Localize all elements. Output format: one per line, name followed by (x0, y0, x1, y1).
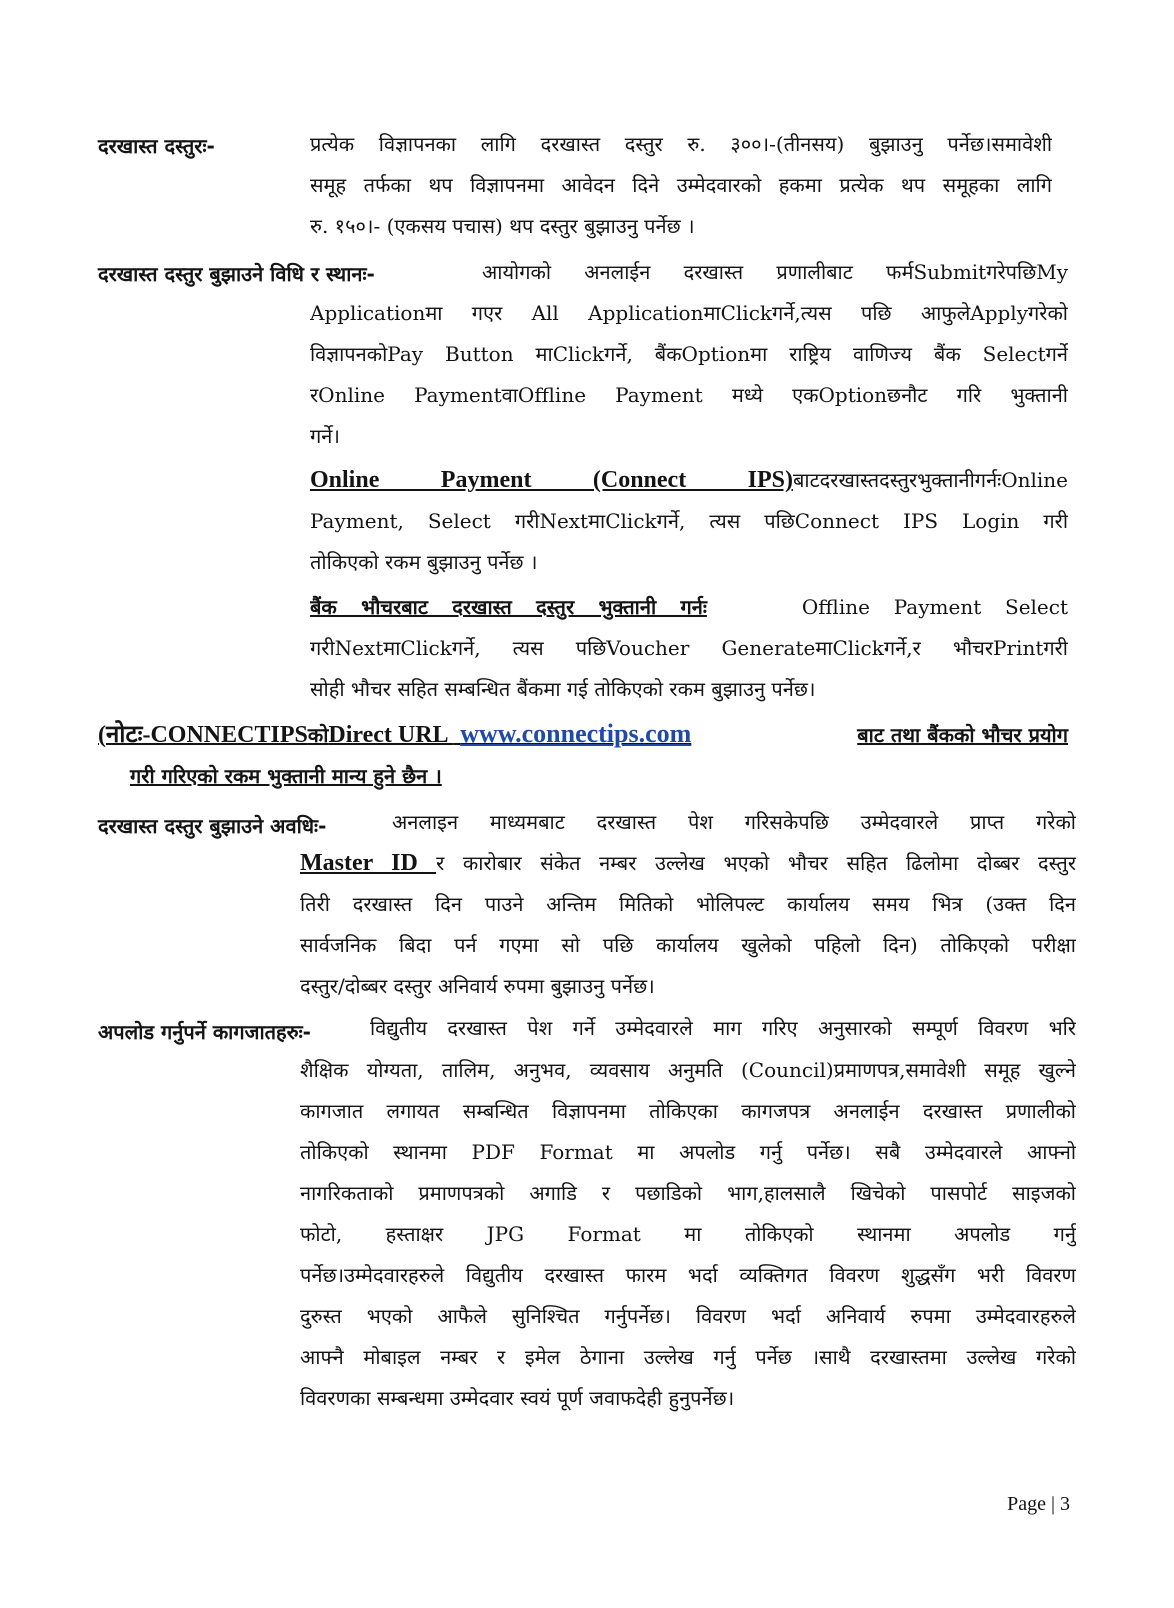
text-line: विवरणका सम्बन्धमा उम्मेदवार स्वयं पूर्ण जवाफदेही हुनुपर्नेछ। (300, 1386, 735, 1410)
master-id: Master ID (300, 850, 437, 876)
note-part2: को (307, 723, 329, 747)
text-line: आफ्नै मोबाइल नम्बर र इमेल ठेगाना उल्लेख गर्नु पर्नेछ ।साथै दरखास्तमा उल्लेख गरेको (300, 1345, 1076, 1369)
text-line: रOnline PaymentवाOffline Payment मध्ये एकOptionछनौट गरि भुक्तानी (310, 383, 1068, 407)
text-line: रु. १५०।- (एकसय पचास) थप दस्तुर बुझाउनु पर्नेछ । (310, 214, 695, 238)
text-line: समूह तर्फका थप विज्ञापनमा आवेदन दिने उम्मेदवारको हकमा प्रत्येक थप समूहका लागि (310, 173, 1052, 197)
master-rest: र कारोबार संकेत नम्बर उल्लेख भएको भौचर सहित ढिलोमा दोब्बर दस्तुर (436, 851, 1076, 875)
page-number: Page | 3 (1007, 1493, 1070, 1515)
fee-label: दरखास्त दस्तुरः- (98, 134, 215, 158)
note-part1: (नोटः-CONNECTIPS (98, 722, 308, 748)
text-line: शैक्षिक योग्यता, तालिम, अनुभव, व्यवसाय अनुमति (Council)प्रमाणपत्र,समावेशी समूह खुल्ने (300, 1058, 1076, 1082)
text-line: तोकिएको स्थानमा PDF Format मा अपलोड गर्नु पर्नेछ। सबै उम्मेदवारले आफ्नो (300, 1140, 1076, 1164)
online-payment-heading: Online Payment (Connect IPS) (310, 467, 793, 493)
period-first-line (392, 802, 1076, 843)
text-line: तोकिएको रकम बुझाउनु पर्नेछ । (310, 550, 538, 574)
upload-text (300, 1050, 1076, 1419)
text-line: पर्नेछ।उम्मेदवारहरुले विद्युतीय दरखास्त फारम भर्दा व्यक्तिगत विवरण शुद्धसँग भरी विवरण (300, 1263, 1076, 1287)
text-line: नागरिकताको प्रमाणपत्रको अगाडि र पछाडिको भाग,हालसालै खिचेको पासपोर्ट साइजको (300, 1181, 1076, 1205)
offline-heading-rest: Offline Payment Select (801, 595, 1068, 619)
upload-first-line (370, 1008, 1076, 1049)
text-line: प्रत्येक विज्ञापनका लागि दरखास्त दस्तुर रु. ३००।-(तीनसय) बुझाउनु पर्नेछ।समावेशी (310, 132, 1052, 156)
online-heading-line (310, 460, 1068, 501)
text-line: दुरुस्त भएको आफैले सुनिश्चित गर्नुपर्नेछ। विवरण भर्दा अनिवार्य रुपमा उम्मेदवारहरुले (300, 1304, 1076, 1328)
fee-text (310, 124, 1052, 247)
method-label: दरखास्त दस्तुर बुझाउने विधि र स्थानः- (98, 262, 375, 286)
text-line: Applicationमा गएर All ApplicationमाClickगर्ने,त्यस पछि आफुलेApplyगरेको (310, 301, 1068, 325)
offline-payment-heading: बैंक भौचरबाट दरखास्त दस्तुर भुक्तानी गर्नः (310, 595, 707, 619)
text-line: आयोगको अनलाईन दरखास्त प्रणालीबाट फर्मSubmitगरेपछिMy (482, 260, 1068, 284)
period-label: दरखास्त दस्तुर बुझाउने अवधिः- (98, 814, 327, 838)
text-line: विज्ञापनकोPay Button माClickगर्ने, बैंकOptionमा राष्ट्रिय वाणिज्य बैंक Selectगर्ने (310, 342, 1068, 366)
note-line-1 (98, 717, 1068, 750)
method-text (310, 293, 1068, 457)
offline-payment-block (310, 587, 1068, 710)
text-line: फोटो, हस्ताक्षर JPG Format मा तोकिएको स्थानमा अपलोड गर्नु (300, 1222, 1076, 1246)
text-line: दस्तुर/दोब्बर दस्तुर अनिवार्य रुपमा बुझाउनु पर्नेछ। (300, 974, 655, 998)
connectips-link[interactable]: www.connectips.com (460, 719, 692, 748)
online-payment-block (310, 460, 1068, 583)
note-part3: Direct URL (328, 722, 454, 748)
note-part4: बाट तथा बैंकको भौचर प्रयोग (857, 723, 1068, 747)
offline-heading-line (310, 587, 1068, 628)
text-line: विद्युतीय दरखास्त पेश गर्ने उम्मेदवारले माग गरिए अनुसारको सम्पूर्ण विवरण भरि (370, 1016, 1076, 1040)
text-line: गरीNextमाClickगर्ने, त्यस पछिVoucher GenerateमाClickगर्ने,र भौचरPrintगरी (310, 636, 1068, 660)
note-line-2: गरी गरिएको रकम भुक्तानी मान्य हुने छैन । (130, 764, 442, 788)
text-line: सोही भौचर सहित सम्बन्धित बैंकमा गई तोकिएको रकम बुझाउनु पर्नेछ। (310, 677, 816, 701)
text-line: अनलाइन माध्यमबाट दरखास्त पेश गरिसकेपछि उम्मेदवारले प्राप्त गरेको (392, 810, 1076, 834)
method-first-line (482, 252, 1068, 293)
text-line: कागजात लगायत सम्बन्धित विज्ञापनमा तोकिएका कागजपत्र अनलाईन दरखास्त प्रणालीको (300, 1099, 1076, 1123)
upload-label: अपलोड गर्नुपर्ने कागजातहरुः- (98, 1020, 311, 1044)
text-line: गर्ने। (310, 424, 340, 448)
text-line: सार्वजनिक बिदा पर्न गएमा सो पछि कार्यालय खुलेको पहिलो दिन) तोकिएको परीक्षा (300, 933, 1076, 957)
master-id-line (300, 843, 1076, 884)
online-heading-rest: बाटदरखास्तदस्तुरभुक्तानीगर्नःOnline (792, 468, 1068, 492)
period-text (300, 843, 1076, 1007)
text-line: तिरी दरखास्त दिन पाउने अन्तिम मितिको भोलिपल्ट कार्यालय समय भित्र (उक्त दिन (300, 892, 1076, 916)
text-line: Payment, Select गरीNextमाClickगर्ने, त्यस पछिConnect IPS Login गरी (310, 509, 1068, 533)
